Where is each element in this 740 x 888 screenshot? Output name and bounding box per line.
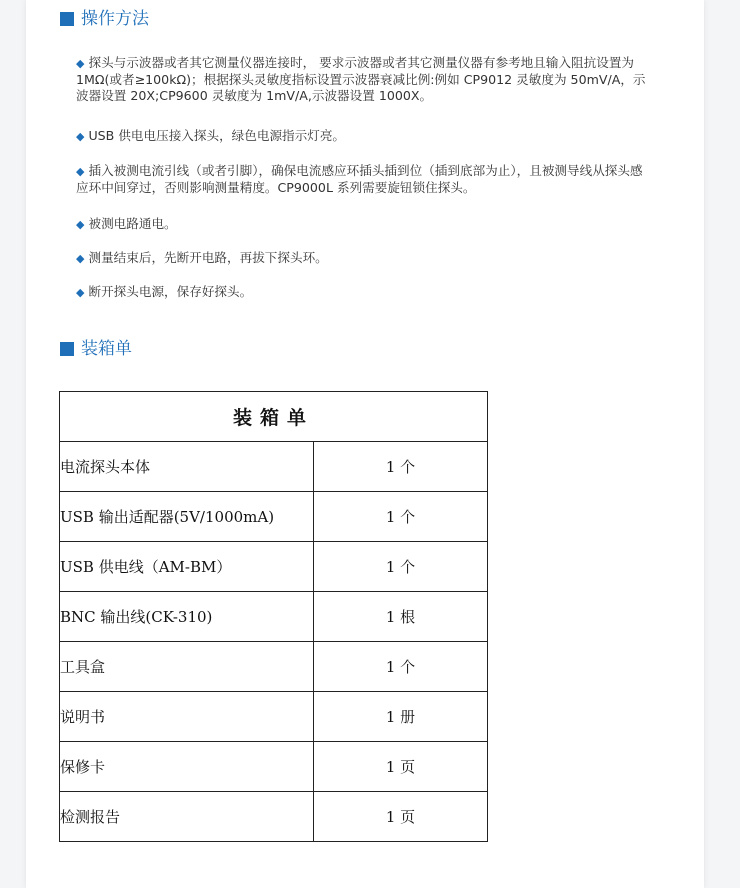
table-row: [60, 692, 488, 742]
item-name: 电流探头本体: [60, 442, 314, 492]
step-5: [76, 250, 652, 267]
item-name: BNC 输出线(CK-310): [60, 592, 314, 642]
table-row: [60, 642, 488, 692]
step-3: [76, 163, 652, 196]
table-row: [60, 492, 488, 542]
operation-title-text: 操作方法: [81, 9, 149, 29]
item-qty: 1 个: [314, 542, 488, 592]
item-name: USB 供电线（AM-BM）: [60, 542, 314, 592]
diamond-bullet-icon: ◆: [76, 218, 85, 231]
step-2-text: USB 供电电压接入探头，绿色电源指示灯亮。: [88, 128, 346, 143]
packing-section-title: [60, 339, 132, 359]
diamond-bullet-icon: ◆: [76, 57, 85, 70]
step-4: [76, 216, 652, 233]
item-qty: 1 个: [314, 642, 488, 692]
diamond-bullet-icon: ◆: [76, 286, 85, 299]
step-3-text: 插入被测电流引线（或者引脚），确保电流感应环插头插到位（插到底部为止），且被测导线从探头感应环中间穿过，否则影响测量精度。CP9000L 系列需要旋钮锁住探头。: [76, 163, 643, 195]
table-row: [60, 592, 488, 642]
item-qty: 1 个: [314, 492, 488, 542]
diamond-bullet-icon: ◆: [76, 165, 85, 178]
operation-section-title: [60, 9, 149, 29]
packing-list-table: [59, 391, 488, 842]
item-qty: 1 页: [314, 792, 488, 842]
step-6-text: 断开探头电源，保存好探头。: [88, 284, 253, 299]
table-header-row: [60, 392, 488, 442]
item-name: 检测报告: [60, 792, 314, 842]
diamond-bullet-icon: ◆: [76, 130, 85, 143]
item-name: 说明书: [60, 692, 314, 742]
item-name: 保修卡: [60, 742, 314, 792]
square-bullet-icon: [60, 342, 74, 356]
table-row: [60, 742, 488, 792]
diamond-bullet-icon: ◆: [76, 252, 85, 265]
item-name: USB 输出适配器(5V/1000mA): [60, 492, 314, 542]
step-1: [76, 55, 652, 104]
step-1-text: 探头与示波器或者其它测量仪器连接时， 要求示波器或者其它测量仪器有参考地且输入阻抗设置为 1MΩ(或者≥100kΩ)；根据探头灵敏度指标设置示波器衰减比例:例如 CP9012 灵敏度为 50mV/A，示波器设置 20X;CP9600 灵敏度为 1mV/A,示波器设置 1000X。: [76, 55, 646, 103]
item-qty: 1 册: [314, 692, 488, 742]
table-row: [60, 792, 488, 842]
item-qty: 1 根: [314, 592, 488, 642]
table-row: [60, 542, 488, 592]
table-title: 装箱单: [60, 392, 488, 442]
step-2: [76, 128, 652, 145]
item-qty: 1 页: [314, 742, 488, 792]
packing-title-text: 装箱单: [81, 339, 132, 359]
item-qty: 1 个: [314, 442, 488, 492]
step-6: [76, 284, 652, 301]
step-5-text: 测量结束后，先断开电路，再拔下探头环。: [88, 250, 328, 265]
item-name: 工具盒: [60, 642, 314, 692]
table-row: [60, 442, 488, 492]
step-4-text: 被测电路通电。: [88, 216, 177, 231]
square-bullet-icon: [60, 12, 74, 26]
